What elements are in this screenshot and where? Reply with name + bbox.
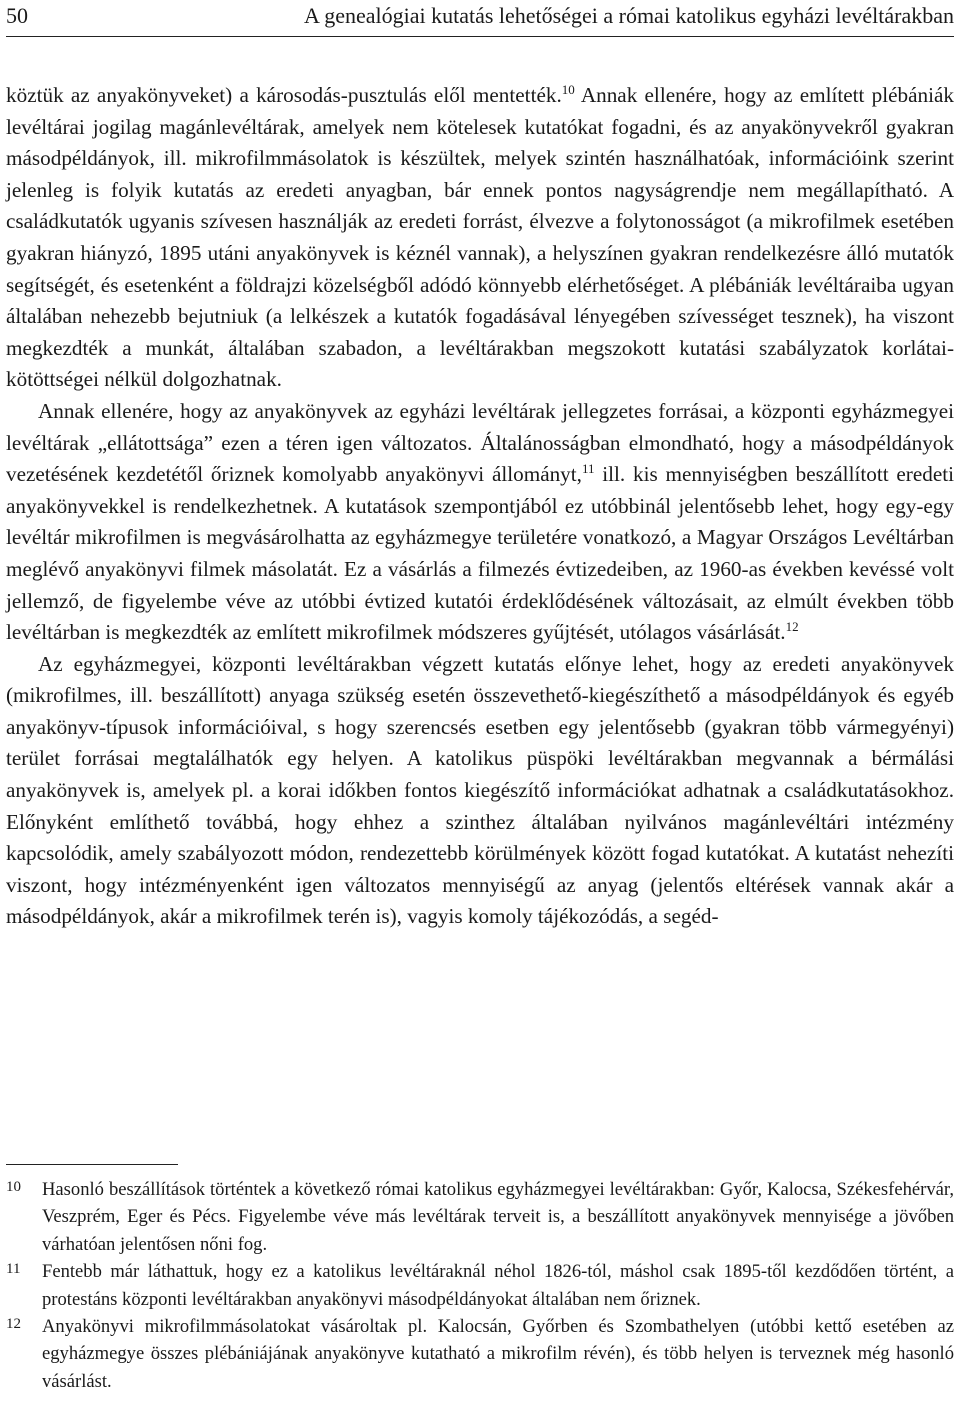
footnotes bbox=[6, 1176, 954, 1395]
footnote-text: Anyakönyvi mikrofilmmásolatokat vásároltak pl. Kalocsán, Győrben és Szombathelyen (utóbbi kettő esetében az egyházmegye összes plébániájának anyakönyve kutatható a mikrofilm révén), és több helyen is terveznek még hasonló vásárlást. bbox=[42, 1316, 954, 1392]
paragraph-1-text-b: Annak ellenére, hogy az említett plébániák levéltárai jogilag magánlevéltárak, amelyek nem kötelesek kutatókat fogadni, és az anyakönyvekről gyakran másodpéldányok, ill. mikrofilmmásolatok is készültek, melyek szintén használhatóak, információink szerint jelenleg is folyik kutatás az eredeti anyagban, bár ennek pontos nagyságrendje nem megállapítható. A családkutatók ugyanis szívesen használják az eredeti forrást, élvezve a folytonosságot (a mikrofilmek esetében gyakran hiányzó, 1895 utáni anyakönyvek is kéznél vannak), a helyszínen gyakran rendelkezésre álló mutatók segítségét, és esetenként a földrajzi közelségből adódó könnyebb elérhetőséget. A plébániák levéltáraiba ugyan általában nehezebb bejutniuk (a lelkészek a kutatók fogadásával lényegében szívességet tesznek), ha viszont megkezdték a munkát, általában szabadon, a levéltárakban megszokott kutatási szabályzatok korlátai-kötöttségei nélkül dolgozhatnak. bbox=[6, 83, 955, 392]
paragraph-2 bbox=[6, 396, 954, 649]
paragraph-2-text-b: ill. kis mennyiségben beszállított eredeti anyakönyvekkel is rendelkezhetnek. A kutatások szempontjából ez utóbbinál jelentősebb lehet, hogy egy-egy levéltár mikrofilmen is megvásárolhatta az egyházmegye területére vonatkozó, a Magyar Országos Levéltárban meglévő anyakönyvi filmek másolatát. Ez a vásárlás a filmezés évtizedeiben, az 1960-as években kevéssé volt jellemző, de figyelembe véve az utóbbi évtized kutatói érdeklődésének változásait, az elmúlt években több levéltárban is megkezdték az említett mikrofilmek módszeres gyűjtését, utólagos vásárlását. bbox=[6, 462, 954, 645]
footnote-number: 12 bbox=[6, 1316, 21, 1333]
footnote-number: 11 bbox=[6, 1261, 21, 1278]
paragraph-1 bbox=[6, 80, 954, 396]
footnote-ref-12[interactable]: 12 bbox=[785, 619, 799, 635]
footnote-12 bbox=[6, 1313, 954, 1395]
footnote-ref-11[interactable]: 11 bbox=[581, 461, 595, 477]
paragraph-3: Az egyházmegyei, központi levéltárakban végzett kutatás előnye lehet, hogy az eredeti anyakönyvek (mikrofilmes, ill. beszállított) anyaga szükség esetén összevethető-kiegészíthető a másodpéldányok és egyéb anyakönyv-típusok információival, s hogy szerencsés esetben egy jelentősebb (gyakran több vármegyényi) terület forrásai megtalálhatók egy helyen. A katolikus püspöki levéltárakban megvannak a bérmálási anyakönyvek is, amelyek pl. a korai időkben fontos kiegészítő információkat adhatnak a családkutatásokhoz. Előnyként említhető továbbá, hogy ehhez a szinthez általában nyilvános magánlevéltári intézmény kapcsolódik, amely szabályozott módon, rendezettebb körülmények között fogad kutatókat. A kutatást nehezíti viszont, hogy intézményenként igen változatos mennyiségű az anyag (jelentős eltérések vannak akár a másodpéldányok, akár a mikrofilmek terén is), vagyis komoly tájékozódás, a segéd- bbox=[6, 651, 954, 929]
main-text bbox=[6, 80, 954, 933]
page-number: 50 bbox=[6, 3, 28, 28]
footnote-11 bbox=[6, 1258, 954, 1313]
footnote-divider bbox=[6, 1164, 178, 1165]
paragraph-1-text-a: köztük az anyakönyveket) a károsodás-pusztulás elől mentették. bbox=[6, 83, 562, 107]
footnote-ref-10[interactable]: 10 bbox=[561, 81, 575, 97]
footnote-text: Hasonló beszállítások történtek a következő római katolikus egyházmegyei levéltárakban: Győr, Kalocsa, Székesfehérvár, Veszprém, Eger és Pécs. Figyelembe véve más levéltárak terveit is, a beszállított anyakönyvek mennyisége a jövőben várhatóan jelentősen nőni fog. bbox=[42, 1179, 954, 1255]
running-title: A genealógiai kutatás lehetőségei a római katolikus egyházi levéltárakban bbox=[304, 3, 954, 28]
page-header bbox=[6, 0, 954, 37]
footnote-10 bbox=[6, 1176, 954, 1258]
footnote-text: Fentebb már láthattuk, hogy ez a katolikus levéltáraknál néhol 1826-tól, máshol csak 1895-től kezdődően történt, a protestáns központi levéltárakban anyakönyvi másodpéldányokat általában nem őriznek. bbox=[42, 1261, 954, 1310]
paragraph-2-text-a: Annak ellenére, hogy az anyakönyvek az egyházi levéltárak jellegzetes forrásai, a központi egyházmegyei levéltárak „ellátottsága” ezen a téren igen változatos. Általánosságban elmondható, hogy a másodpéldányok vezetésének kezdetétől őriznek komolyabb anyakönyvi állományt, bbox=[6, 398, 954, 487]
footnote-number: 10 bbox=[6, 1179, 21, 1195]
